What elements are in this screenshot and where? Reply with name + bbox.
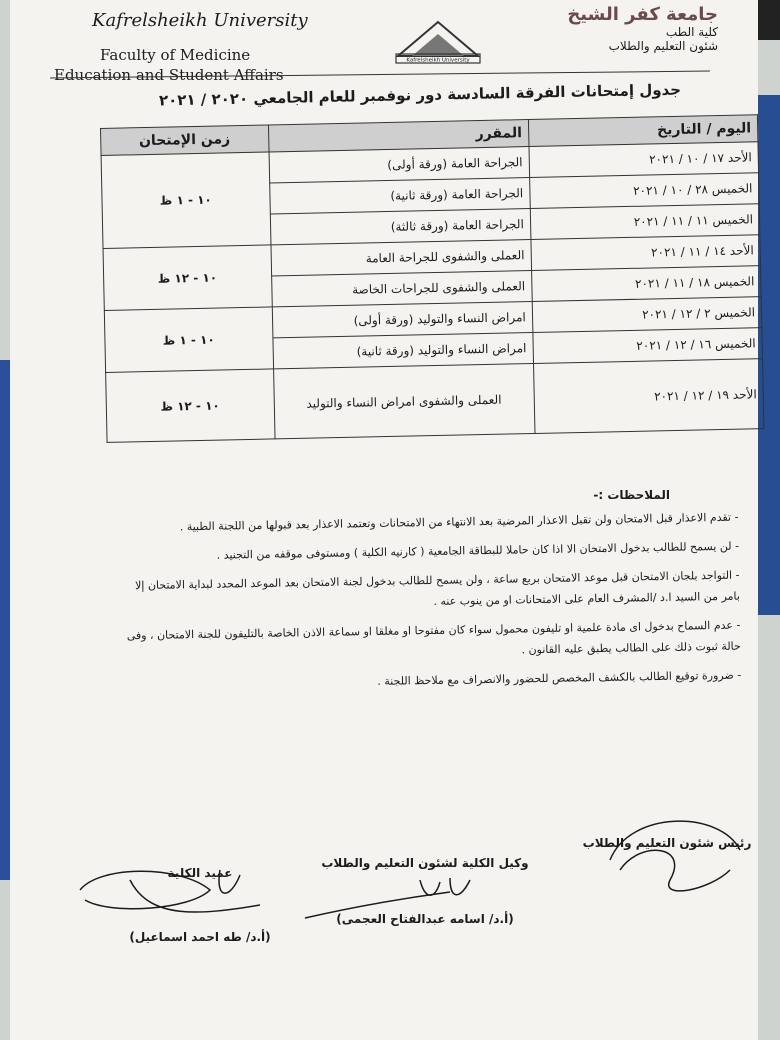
row-course: العملى والشفوى للجراحات الخاصة — [271, 270, 532, 306]
note-item: - لن يسمح للطالب بدخول الامتحان الا اذا كان حاملا للبطاقة الجامعية ( كارنيه الكلية ) ومستوفى موقفه من التجنيد . — [119, 536, 739, 568]
document-title: جدول إمتحانات الفرقة السادسة دور نوفمبر للعام الجامعي ٢٠٢٠ / ٢٠٢١ — [158, 80, 682, 110]
notes-heading: الملاحظات :- — [593, 488, 670, 502]
row-course: الجراحة العامة (ورقة ثالثة) — [270, 209, 531, 245]
arabic-faculty-name: كلية الطب — [665, 25, 718, 39]
arabic-header — [567, 4, 718, 53]
row-time: ١٠ - ١ ظ — [101, 152, 271, 248]
row-date: الأحد ١٤ / ١١ / ٢٠٢١ — [531, 235, 761, 271]
exam-schedule-table — [100, 114, 764, 443]
svg-text:Kafrelsheikh University: Kafrelsheikh University — [406, 57, 470, 64]
document-page — [10, 0, 758, 1040]
department-name: Education and Student Affairs — [54, 66, 284, 84]
signature-title: رئيس شئون التعليم والطلاب — [582, 836, 752, 850]
signature-title: وكيل الكلية لشئون التعليم والطلاب — [321, 856, 529, 870]
row-time: ١٠ - ١٢ ظ — [103, 245, 272, 310]
note-item: - عدم السماح بدخول اى مادة علمية او تليفون محمول سواء كان مفتوحا او مغلقا او سماعة الاذن الخاصة بالتليفون للجنة الامتحان ، وفى حالة ثبوت ذلك على الطالب يطبق عليه القانون . — [120, 615, 741, 668]
row-date: الأحد ١٧ / ١٠ / ٢٠٢١ — [529, 142, 759, 178]
row-time: ١٠ - ١ ظ — [104, 307, 273, 372]
header-date: اليوم / التاريخ — [528, 115, 758, 147]
signature-name: (أ.د/ اسامه عبدالفتاح العجمى) — [336, 912, 514, 926]
handwritten-signature-icon — [70, 860, 270, 940]
handwritten-signature-icon — [300, 870, 500, 930]
header-course: المقرر — [268, 120, 529, 152]
row-date: الأحد ١٩ / ١٢ / ٢٠٢١ — [533, 359, 764, 434]
signature-title: عميد الكلية — [167, 866, 233, 880]
note-item: - تقدم الاعذار قبل الامتحان ولن تقبل الاعذار المرضية بعد الانتهاء من الامتحانات وتعتمد الاعذار بعد قبولها من اللجنة الطبية . — [118, 507, 738, 539]
row-course: الجراحة العامة (ورقة ثانية) — [269, 178, 530, 214]
handwritten-signature-icon — [600, 810, 750, 910]
row-date: الخميس ٢٨ / ١٠ / ٢٠٢١ — [529, 173, 759, 209]
row-date: الخميس ١٦ / ١٢ / ٢٠٢١ — [533, 328, 763, 364]
university-logo-icon — [392, 20, 484, 64]
row-date: الخميس ٢ / ١٢ / ٢٠٢١ — [532, 297, 762, 333]
row-time: ١٠ - ١٢ ظ — [106, 369, 275, 442]
header-time: زمن الإمتحان — [101, 125, 269, 156]
row-course: امراض النساء والتوليد (ورقة ثانية) — [273, 332, 534, 368]
row-course: الجراحة العامة (ورقة أولى) — [269, 147, 530, 183]
row-date: الخميس ١١ / ١١ / ٢٠٢١ — [530, 204, 760, 240]
arabic-university-name: جامعة كفر الشيخ — [567, 4, 718, 25]
arabic-department-name: شئون التعليم والطلاب — [608, 39, 718, 53]
signature-name: (أ.د/ طه احمد اسماعيل) — [129, 930, 271, 944]
university-name: Kafrelsheikh University — [92, 10, 308, 31]
row-course: العملى والشفوى امراض النساء والتوليد — [273, 363, 535, 438]
row-course: امراض النساء والتوليد (ورقة أولى) — [272, 301, 533, 337]
note-item: - ضرورة توقيع الطالب بالكشف المخصص للحضور والانصراف مع ملاحظ اللجنة . — [121, 665, 741, 697]
row-course: العملى والشفوى للجراحة العامة — [271, 240, 532, 276]
notes-list — [118, 507, 741, 705]
row-date: الخميس ١٨ / ١١ / ٢٠٢١ — [531, 266, 761, 302]
note-item: - التواجد بلجان الامتحان قبل موعد الامتحان بربع ساعة ، ولن يسمح للطالب بدخول لجنة الامتحان بعد الموعد المحدد لبداية الامتحان إلا بامر من السيد ا.د /المشرف العام على الامتحانات او من ينوب عنه . — [119, 565, 740, 618]
table-row — [106, 359, 764, 443]
faculty-name: Faculty of Medicine — [100, 46, 251, 64]
